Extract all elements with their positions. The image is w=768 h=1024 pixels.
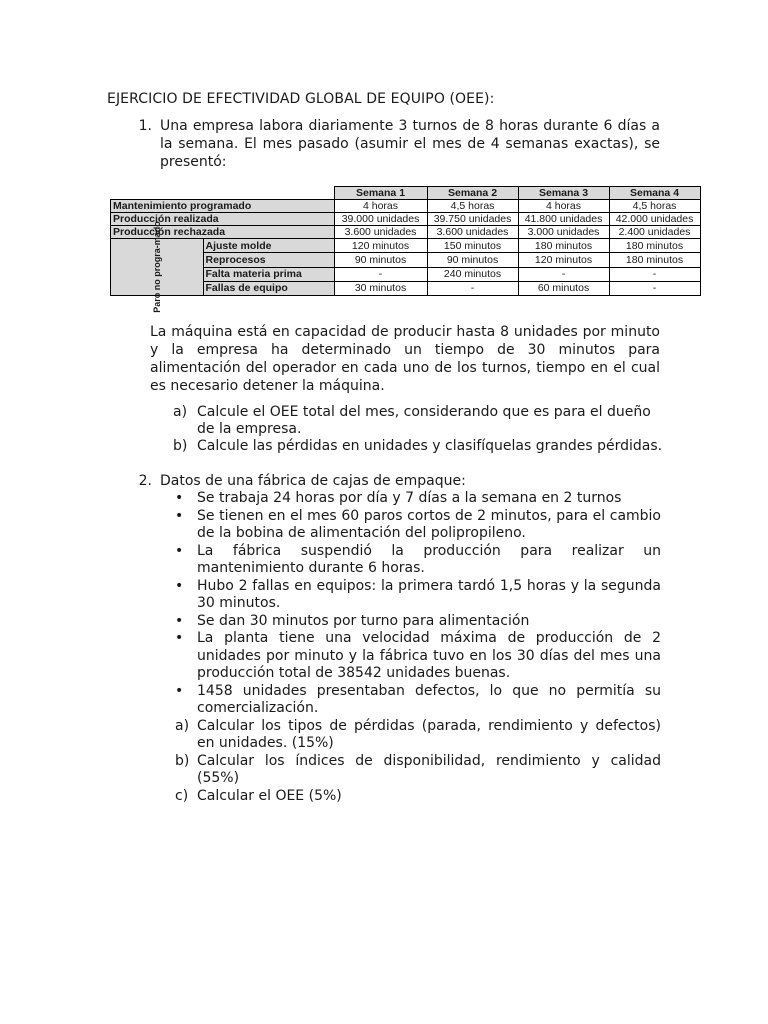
- list-text: Calcule las pérdidas en unidades y clasifíquelas grandes pérdidas.: [197, 438, 663, 454]
- list-marker: •: [175, 542, 184, 559]
- list-item: [173, 490, 661, 508]
- table-cell: 3.600 unidades: [334, 226, 427, 239]
- list-item: [173, 613, 661, 631]
- exercise-1-paragraph: La máquina está en capacidad de producir hasta 8 unidades por minuto y la empresa ha determinado un tiempo de 30 minutos para alimentación del operador en cada uno de los turnos, tiempo en el cual es necesario detener la máquina.: [150, 324, 660, 394]
- document-title: EJERCICIO DE EFECTIVIDAD GLOBAL DE EQUIPO (OEE):: [107, 91, 495, 107]
- list-text: Calcular los índices de disponibilidad, rendimiento y calidad (55%): [197, 752, 661, 786]
- list-marker: •: [175, 490, 184, 506]
- table-header-cell: Semana 1: [334, 187, 427, 200]
- table-cell: 240 minutos: [427, 267, 518, 281]
- list-item: [173, 683, 661, 718]
- row-label: Producción realizada: [111, 213, 335, 226]
- list-item: [173, 508, 661, 543]
- oee-data-table: [110, 186, 701, 313]
- table-cell: 41.800 unidades: [518, 213, 609, 226]
- table-row: [111, 213, 701, 226]
- list-marker: •: [175, 682, 184, 699]
- list-item: [173, 404, 663, 438]
- table-row: [111, 200, 701, 213]
- table-cell: 60 minutos: [518, 281, 609, 295]
- table-cell: 120 minutos: [518, 253, 609, 267]
- table-cell: 30 minutos: [334, 281, 427, 295]
- table-cell: 180 minutos: [518, 239, 609, 253]
- table-cell: -: [518, 267, 609, 281]
- list-marker: •: [175, 577, 184, 594]
- table-cell: -: [334, 267, 427, 281]
- table-cell: 39.750 unidades: [427, 213, 518, 226]
- table-row: [111, 239, 701, 253]
- table-cell: -: [427, 281, 518, 295]
- list-text: La planta tiene una velocidad máxima de producción de 2 unidades por minuto y la fábrica tuvo en los 30 días del mes una producción total de 38542 unidades buenas.: [197, 630, 661, 681]
- row-label: Reprocesos: [203, 253, 334, 267]
- exercise-2-list: [173, 490, 661, 805]
- table-cell: 90 minutos: [427, 253, 518, 267]
- row-label: Fallas de equipo: [203, 281, 334, 295]
- list-marker: a): [175, 717, 190, 734]
- table-header-cell: Semana 4: [609, 187, 700, 200]
- table-cell: 150 minutos: [427, 239, 518, 253]
- table-cell: 39.000 unidades: [334, 213, 427, 226]
- table-cell: 180 minutos: [609, 253, 700, 267]
- exercise-1: [107, 117, 660, 171]
- list-item: [173, 788, 661, 806]
- list-item: [173, 753, 661, 788]
- exercise-1-questions: [173, 404, 663, 455]
- oee-data-table-wrap: [110, 186, 701, 313]
- table-cell: 4,5 horas: [427, 200, 518, 213]
- list-item: [173, 578, 661, 613]
- table-cell: 3.000 unidades: [518, 226, 609, 239]
- list-text: Calcular los tipos de pérdidas (parada, rendimiento y defectos) en unidades. (15%): [197, 717, 661, 751]
- list-text: Calcule el OEE total del mes, considerando que es para el dueño de la empresa.: [197, 404, 651, 437]
- table-header-row: [111, 187, 701, 200]
- list-marker: a): [173, 404, 188, 420]
- table-cell: -: [609, 281, 700, 295]
- list-text: Calcular el OEE (5%): [197, 787, 342, 804]
- table-cell: 90 minutos: [334, 253, 427, 267]
- list-text: 1458 unidades presentaban defectos, lo que no permitía su comercialización.: [197, 682, 661, 716]
- list-marker: •: [175, 612, 184, 629]
- table-cell: 180 minutos: [609, 239, 700, 253]
- list-item: [173, 543, 661, 578]
- list-marker: b): [175, 752, 190, 769]
- row-label: Falta materia prima: [203, 267, 334, 281]
- list-item: [173, 438, 663, 455]
- list-item: [173, 630, 661, 683]
- list-marker: c): [175, 787, 189, 804]
- row-label: Ajuste molde: [203, 239, 334, 253]
- exercise-1-intro: Una empresa labora diariamente 3 turnos de 8 horas durante 6 días a la semana. El mes pasado (asumir el mes de 4 semanas exactas), se presentó:: [160, 118, 660, 170]
- table-header-cell: Semana 3: [518, 187, 609, 200]
- row-label: Mantenimiento programado: [111, 200, 335, 213]
- table-cell: 4 horas: [518, 200, 609, 213]
- exercise-1-number: 1.: [138, 118, 152, 134]
- list-marker: b): [173, 438, 188, 454]
- list-text: Hubo 2 fallas en equipos: la primera tardó 1,5 horas y la segunda 30 minutos.: [197, 577, 661, 611]
- list-text: Se trabaja 24 horas por día y 7 días a la semana en 2 turnos: [197, 490, 622, 506]
- list-item: [173, 718, 661, 753]
- list-marker: •: [175, 630, 184, 646]
- table-cell: 3.600 unidades: [427, 226, 518, 239]
- table-header-cell: Semana 2: [427, 187, 518, 200]
- table-cell: -: [609, 267, 700, 281]
- group-label: Paro no progra-mado: [151, 221, 162, 313]
- list-marker: •: [175, 507, 184, 524]
- table-cell: 4,5 horas: [609, 200, 700, 213]
- table-cell: 42.000 unidades: [609, 213, 700, 226]
- exercise-2-number: 2.: [138, 473, 152, 489]
- list-text: Se dan 30 minutos por turno para alimentación: [197, 612, 530, 629]
- row-label: Producción rechazada: [111, 226, 335, 239]
- table-cell: 120 minutos: [334, 239, 427, 253]
- exercise-2-intro: Datos de una fábrica de cajas de empaque:: [160, 473, 466, 489]
- table-cell: 4 horas: [334, 200, 427, 213]
- list-text: La fábrica suspendió la producción para realizar un mantenimiento durante 6 horas.: [197, 542, 661, 576]
- exercise-2: [107, 473, 662, 490]
- list-text: Se tienen en el mes 60 paros cortos de 2 minutos, para el cambio de la bobina de alimentación del polipropileno.: [197, 507, 661, 541]
- table-cell: 2.400 unidades: [609, 226, 700, 239]
- table-row: [111, 226, 701, 239]
